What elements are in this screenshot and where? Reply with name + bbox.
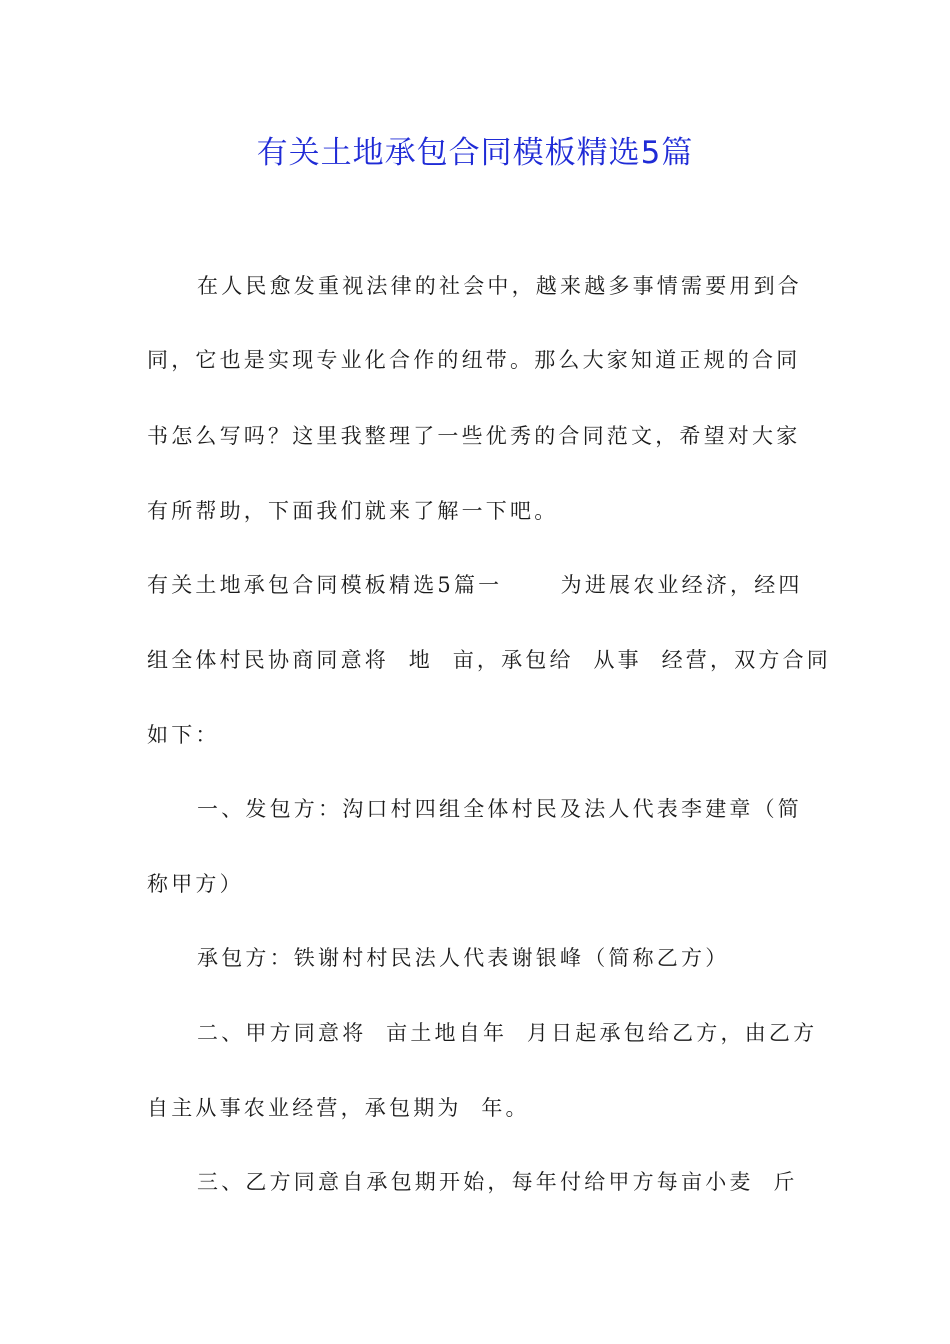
paragraph-line: 二、甲方同意将 亩土地自年 月日起承包给乙方，由乙方 [197, 1021, 818, 1045]
paragraph-line: 有关土地承包合同模板精选5篇一 为进展农业经济，经四 [147, 573, 803, 597]
paragraph-line: 如下： [147, 723, 220, 747]
paragraph-line: 自主从事农业经营，承包期为 年。 [147, 1096, 530, 1120]
document-title: 有关土地承包合同模板精选5篇 [256, 135, 694, 171]
paragraph-line: 有所帮助，下面我们就来了解一下吧。 [147, 499, 559, 523]
paragraph-line: 一、发包方：沟口村四组全体村民及法人代表李建章（简 [197, 797, 802, 821]
paragraph-line: 承包方：铁谢村村民法人代表谢银峰（简称乙方） [197, 946, 730, 970]
paragraph-line: 三、乙方同意自承包期开始，每年付给甲方每亩小麦 斤 [197, 1170, 798, 1194]
paragraph-line: 称甲方） [147, 872, 244, 896]
paragraph-line: 组全体村民协商同意将 地 亩，承包给 从事 经营，双方合同 [147, 648, 831, 672]
paragraph-line: 同，它也是实现专业化合作的纽带。那么大家知道正规的合同 [147, 348, 801, 372]
paragraph-line: 书怎么写吗？这里我整理了一些优秀的合同范文，希望对大家 [147, 424, 801, 448]
paragraph-line: 在人民愈发重视法律的社会中，越来越多事情需要用到合 [197, 274, 802, 298]
